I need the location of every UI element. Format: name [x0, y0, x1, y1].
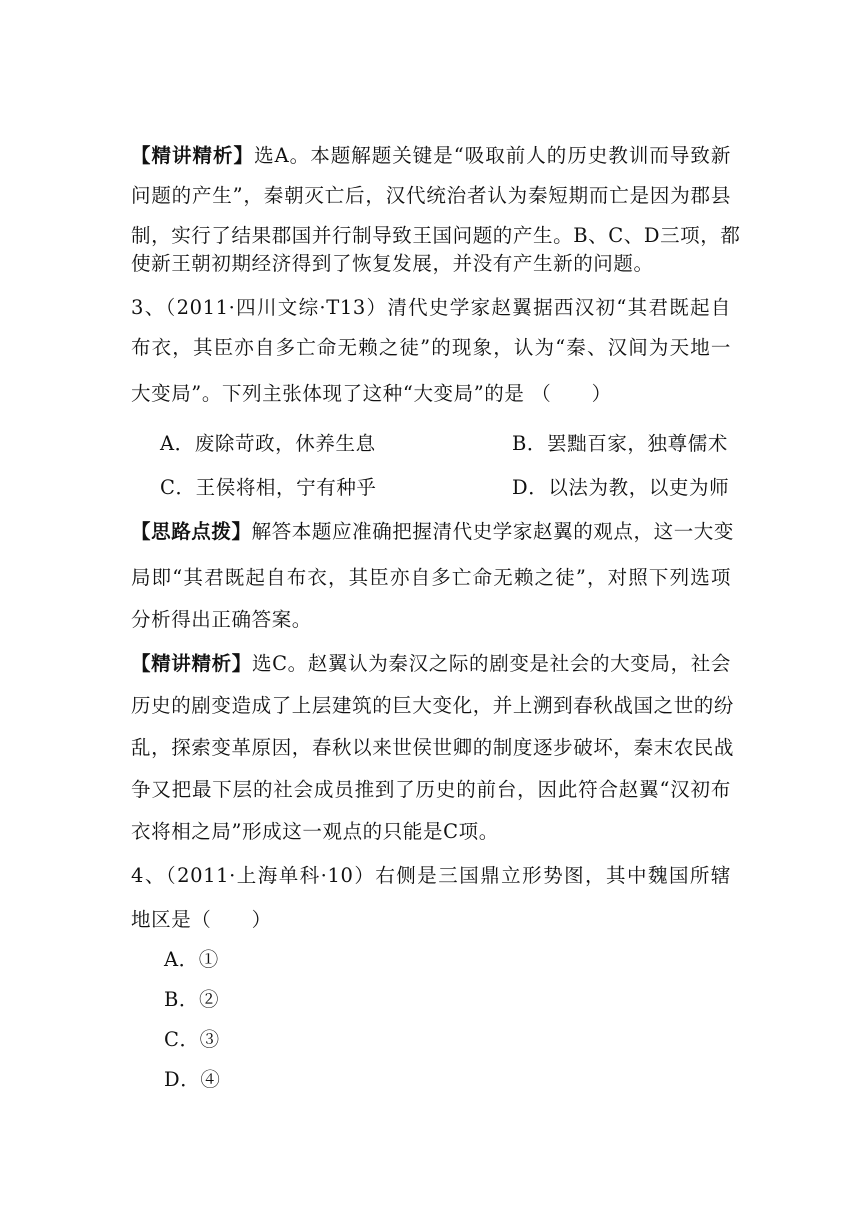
analysis-line: 问题的产生”，秦朝灭亡后，汉代统治者认为秦短期而亡是因为郡县: [131, 184, 731, 207]
option-a: A．废除苛政，休养生息: [160, 432, 376, 455]
question-4-stem: 4、（2011·上海单科·10）右侧是三国鼎立形势图，其中魏国所辖: [131, 864, 731, 887]
hint-text: 解答本题应准确把握清代史学家赵翼的观点，这一大变: [251, 520, 735, 543]
option-b: B．罢黜百家，独尊儒术: [512, 432, 728, 455]
analysis-line: 衣将相之局”形成这一观点的只能是C项。: [131, 820, 499, 843]
question-3-stem: 大变局”。下列主张体现了这种“大变局”的是 （ ）: [131, 382, 612, 405]
hint-line: 局即“其君既起自布衣，其臣亦自多亡命无赖之徒”，对照下列选项: [131, 566, 731, 589]
analysis-text: 选A。本题解题关键是“吸取前人的历史教训而导致新: [254, 144, 731, 167]
analysis-line: 争又把最下层的社会成员推到了历史的前台，因此符合赵翼“汉初布: [131, 778, 731, 801]
question-3-stem: 3、（2011·四川文综·T13）清代史学家赵翼据西汉初“其君既起自: [131, 296, 731, 319]
analysis-label: 【精讲精析】: [131, 144, 255, 167]
analysis-line: 使新王朝初期经济得到了恢复发展，并没有产生新的问题。: [131, 252, 654, 275]
option-c: C．③: [164, 1028, 220, 1051]
option-d: D．④: [164, 1068, 221, 1091]
question-4-stem: 地区是（ ）: [131, 908, 272, 931]
analysis-line: 历史的剧变造成了上层建筑的巨大变化，并上溯到春秋战国之世的纷: [131, 694, 735, 717]
analysis-line: 乱，探索变革原因，春秋以来世侯世卿的制度逐步破坏，秦末农民战: [131, 736, 735, 759]
option-c: C．王侯将相，宁有种乎: [160, 476, 377, 499]
analysis-text: 选C。赵翼认为秦汉之际的剧变是社会的大变局，社会: [251, 652, 731, 675]
hint-line: 分析得出正确答案。: [131, 608, 312, 631]
hint-label: 【思路点拨】: [131, 520, 252, 543]
option-a: A．①: [164, 948, 219, 971]
question-3-stem: 布衣，其臣亦自多亡命无赖之徒”的现象，认为“秦、汉间为天地一: [131, 336, 731, 359]
analysis-line: [131, 653, 731, 675]
option-d: D．以法为教，以吏为师: [512, 476, 730, 499]
analysis-line: [131, 145, 731, 167]
hint-line: [131, 520, 735, 543]
analysis-label: 【精讲精析】: [131, 652, 252, 675]
option-b: B．②: [164, 988, 220, 1011]
analysis-line: 制，实行了结果郡国并行制导致王国问题的产生。B、C、D三项，都: [131, 224, 741, 247]
